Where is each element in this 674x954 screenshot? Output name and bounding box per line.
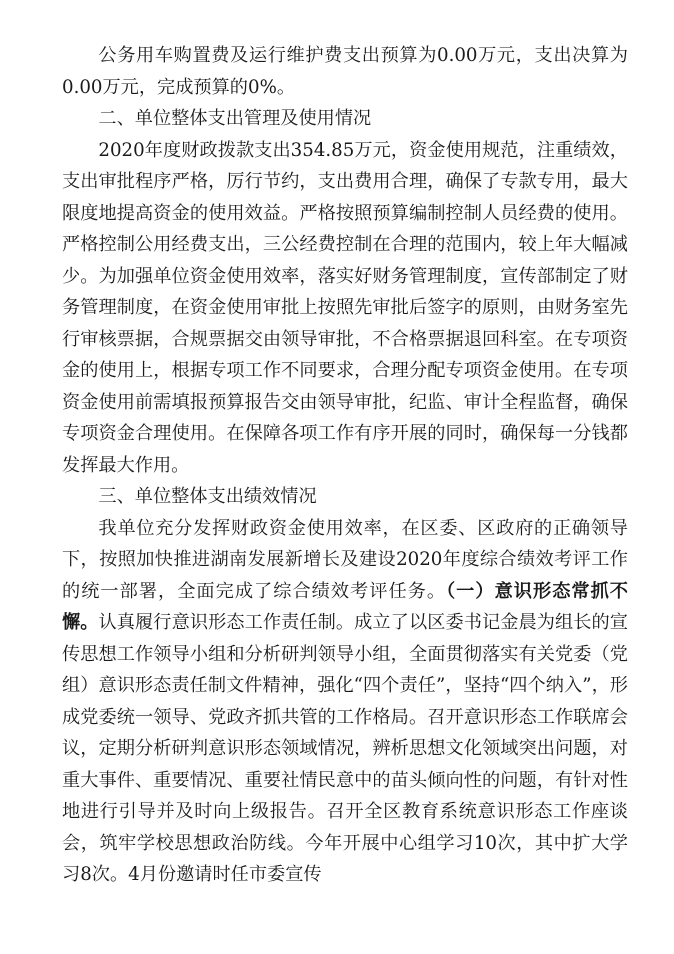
subheading-ideology: （一）意识形态常抓不懈。 — [62, 580, 628, 633]
section-heading-performance: 三、单位整体支出绩效情况 — [98, 486, 317, 507]
performance-ideology-text: 认真履行意识形态工作责任制。成立了以区委书记金晨为组长的宣传思想工作领导小组和分析研判领导小组，全面贯彻落实有关党委（党组）意识形态责任制文件精神，强化“四个责任”，坚持“四个纳入”，形成党委统一领导、党政齐抓共管的工作格局。召开意识形态工作联席会议，定期分析研判意识形态领域情况，辨析思想文化领域突出问题，对重大事件、重要情况、重要社情民意中的苗头倾向性的问题，有针对性地进行引导并及时向上级报告。召开全区教育系统意识形态工作座谈会，筑牢学校思想政治防线。今年开展中心组学习10次，其中扩大学习8次。4月份邀请时任市委宣传 — [62, 612, 628, 885]
performance-intro-text: 我单位充分发挥财政资金使用效率，在区委、区政府的正确领导下，按照加快推进湖南发展新增长及建设2020年度综合绩效考评工作的统一部署，全面完成了综合绩效考评任务。 — [62, 517, 628, 602]
paragraph-vehicle-expense: 公务用车购置费及运行维护费支出预算为0.00万元，支出决算为0.00万元，完成预算的0%。 — [62, 45, 628, 98]
paragraph-performance — [62, 513, 628, 891]
paragraph-expenditure-management: 2020年度财政拨款支出354.85万元，资金使用规范，注重绩效，支出审批程序严格，厉行节约，支出费用合理，确保了专款专用，最大限度地提高资金的使用效益。严格按照预算编制控制人员经费的使用。严格控制公用经费支出，三公经费控制在合理的范围内，较上年大幅减少。为加强单位资金使用效率，落实好财务管理制度，宣传部制定了财务管理制度，在资金使用审批上按照先审批后签字的原则，由财务室先行审核票据，合规票据交由领导审批，不合格票据退回科室。在专项资金的使用上，根据专项工作不同要求，合理分配专项资金使用。在专项资金使用前需填报预算报告交由领导审批，纪监、审计全程监督，确保专项资金合理使用。在保障各项工作有序开展的同时，确保每一分钱都发挥最大作用。 — [62, 139, 628, 476]
section-heading-expenditure-management: 二、单位整体支出管理及使用情况 — [98, 108, 372, 129]
